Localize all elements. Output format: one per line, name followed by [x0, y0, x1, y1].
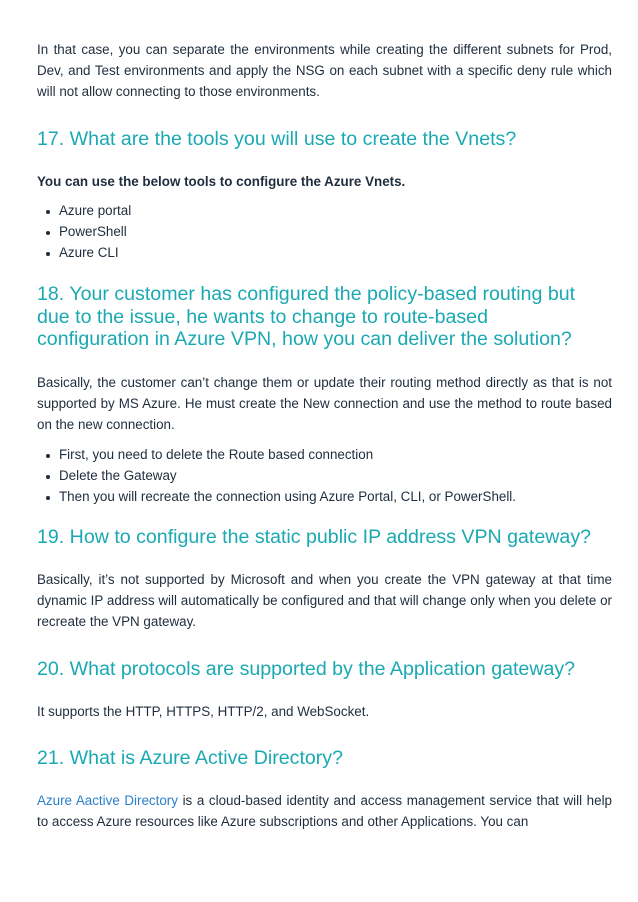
list-item: First, you need to delete the Route based connection — [37, 444, 612, 465]
list-item: Azure CLI — [37, 242, 612, 263]
q21-paragraph — [37, 790, 612, 832]
list-item: Then you will recreate the connection using Azure Portal, CLI, or PowerShell. — [37, 486, 612, 507]
list-item: Delete the Gateway — [37, 465, 612, 486]
q17-heading: 17. What are the tools you will use to create the Vnets? — [37, 128, 517, 150]
q20-heading: 20. What protocols are supported by the Application gateway? — [37, 658, 576, 680]
q17-list — [37, 200, 612, 263]
q18-paragraph: Basically, the customer can’t change them or update their routing method directly as that is not supported by MS Azure. He must create the New connection and use the method to route based on the new connection. — [37, 375, 612, 432]
q21-paragraph-text: is a cloud-based identity and access management service that will help to access Azure resources like Azure subscriptions and other Applications. You can — [37, 793, 613, 829]
q17-lead: You can use the below tools to configure the Azure Vnets. — [37, 174, 406, 189]
q20-paragraph: It supports the HTTP, HTTPS, HTTP/2, and WebSocket. — [37, 704, 370, 719]
q18-list — [37, 444, 612, 507]
azure-ad-link[interactable]: Azure Aactive Directory — [37, 793, 178, 808]
list-item: Azure portal — [37, 200, 612, 221]
q21-heading: 21. What is Azure Active Directory? — [37, 747, 343, 769]
q18-heading: 18. Your customer has configured the policy-based routing but due to the issue, he wants to change to route-based configuration in Azure VPN, how you can deliver the solution? — [37, 283, 576, 350]
list-item: PowerShell — [37, 221, 612, 242]
q19-paragraph: Basically, it’s not supported by Microsoft and when you create the VPN gateway at that time dynamic IP address will automatically be configured and that will change only when you delete or recreate the VPN gateway. — [37, 572, 612, 629]
intro-paragraph: In that case, you can separate the environments while creating the different subnets for Prod, Dev, and Test environments and apply the NSG on each subnet with a specific deny rule which will not allow connecting to those environments. — [37, 42, 612, 99]
q19-heading: 19. How to configure the static public IP address VPN gateway? — [37, 526, 592, 548]
